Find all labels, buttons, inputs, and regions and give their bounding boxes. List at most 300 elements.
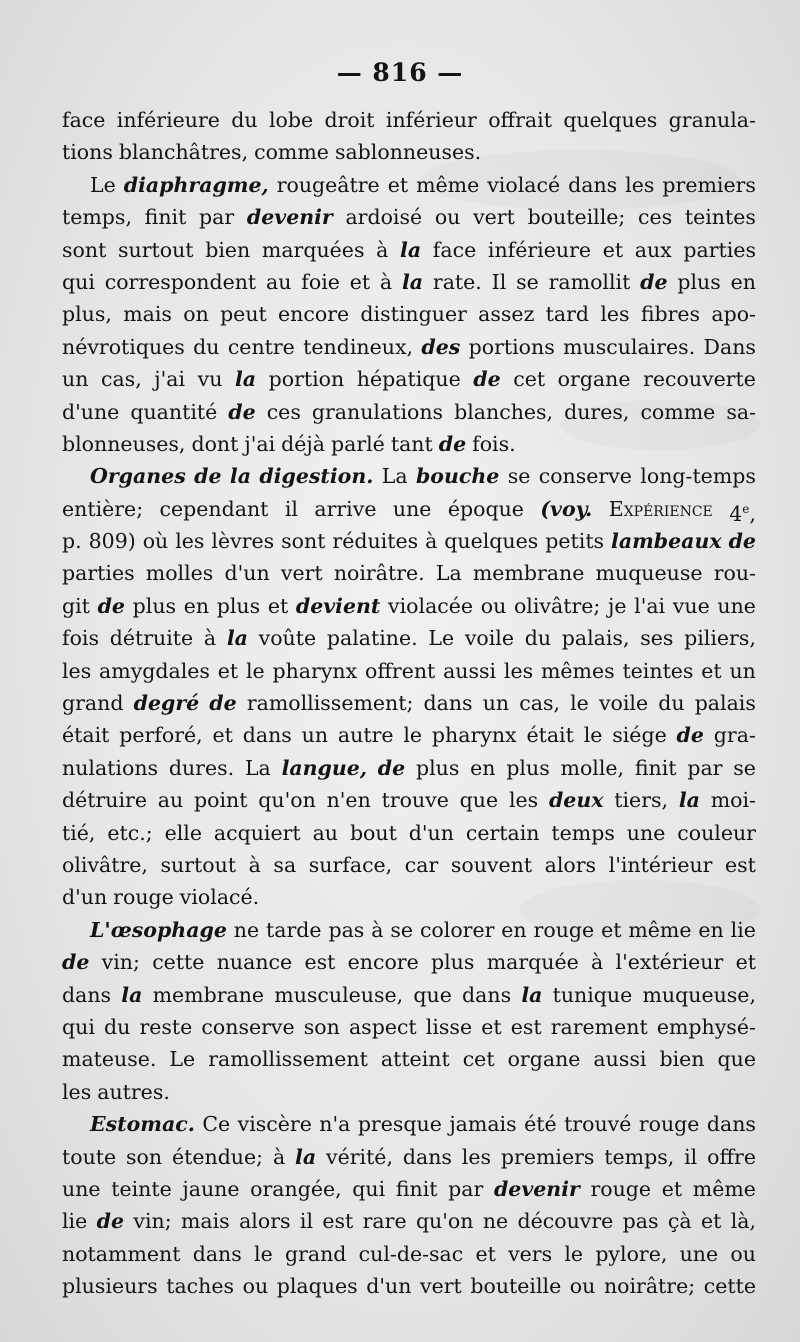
word: inférieure	[116, 108, 220, 132]
text-line	[62, 493, 756, 525]
word: la	[121, 982, 143, 1007]
word: violacé.	[179, 885, 260, 910]
word: de	[728, 529, 756, 554]
word: dont	[191, 431, 239, 456]
word: dans	[402, 1144, 452, 1169]
word: que	[459, 788, 499, 813]
word: et	[700, 1209, 722, 1234]
word: l'intérieur	[608, 852, 713, 877]
text-line	[62, 1238, 756, 1270]
word: de	[209, 691, 237, 716]
word: bout	[349, 820, 397, 845]
word: devient	[295, 593, 381, 618]
word: Expérience	[608, 496, 713, 521]
word: certain	[465, 820, 540, 845]
word: plus	[431, 950, 475, 975]
word: mais	[123, 302, 172, 327]
word: olivâtre,	[62, 852, 148, 877]
word: devenir	[246, 205, 333, 230]
word: ardoisé	[345, 205, 423, 230]
word: de	[438, 431, 467, 456]
text-line	[62, 1141, 756, 1173]
word: temps,	[604, 1144, 675, 1169]
word: du	[193, 334, 220, 359]
text-line	[62, 719, 756, 751]
word: violacée	[388, 593, 474, 618]
word: sablonneuses.	[334, 140, 482, 165]
word: une	[392, 496, 432, 521]
word: Le	[90, 172, 116, 197]
word: membrane	[152, 982, 265, 1007]
word: lisse	[425, 1014, 473, 1039]
word: de	[473, 367, 501, 392]
word: tard	[545, 302, 590, 327]
word: offrait	[488, 108, 552, 132]
word: viscère	[237, 1112, 312, 1137]
word: palais	[694, 691, 756, 716]
word: devenir	[493, 1176, 580, 1201]
word: Il	[491, 269, 507, 294]
word: n'en	[326, 788, 371, 813]
word: au	[266, 269, 292, 294]
word: olivâtre;	[513, 593, 601, 618]
text-line	[62, 752, 756, 784]
word: à	[272, 1144, 286, 1169]
word: finit	[144, 205, 187, 230]
word: l'ai	[634, 593, 666, 618]
word: rare	[362, 1209, 407, 1234]
word: bouteille	[470, 1274, 562, 1299]
word: quelques	[563, 108, 658, 132]
word: lèvres	[211, 529, 275, 554]
word: qu'on	[258, 788, 316, 813]
text-line	[62, 396, 756, 428]
word: rouge	[113, 885, 174, 910]
text-line	[62, 1205, 756, 1237]
text-line	[62, 1173, 756, 1205]
word: la	[226, 626, 248, 651]
word: ou	[730, 1241, 756, 1266]
text-line	[62, 914, 756, 946]
word: inférieure	[487, 237, 592, 262]
word: même	[692, 1176, 756, 1201]
word: offre	[707, 1144, 756, 1169]
text-line	[62, 266, 756, 298]
word: voûte	[258, 626, 317, 651]
word: bouche	[415, 464, 500, 489]
word: n'a	[319, 1112, 351, 1137]
word: langue,	[281, 755, 367, 780]
word: où	[142, 529, 169, 554]
word: long-temps	[640, 464, 756, 489]
word: encore	[347, 950, 419, 975]
word: à	[371, 917, 384, 942]
word: en	[730, 269, 756, 294]
word: noirâtre;	[603, 1274, 696, 1299]
word: sa-	[726, 399, 756, 424]
word: premiers	[500, 1144, 595, 1169]
word: portions	[468, 334, 555, 359]
word: la	[521, 982, 543, 1007]
word: vert	[420, 1274, 462, 1299]
word: emphysé-	[656, 1014, 756, 1039]
word: recouverte	[643, 367, 756, 392]
word: et	[601, 917, 622, 942]
word: tié,	[62, 820, 96, 845]
word: pas	[622, 1209, 659, 1234]
word: centre	[227, 334, 295, 359]
word: mais	[180, 1209, 230, 1234]
word: en	[183, 593, 210, 618]
word: qu'on	[415, 1209, 474, 1234]
word: l'extérieur	[615, 950, 724, 975]
word: tarde	[266, 917, 322, 942]
word: on	[183, 302, 209, 327]
word: est	[304, 950, 336, 975]
word: notamment	[62, 1241, 181, 1266]
word: époque	[447, 496, 524, 521]
word: les	[625, 172, 655, 197]
word: vin;	[133, 1209, 172, 1234]
word: vert	[280, 561, 323, 586]
word: quelques	[444, 529, 539, 554]
word: perforé,	[119, 723, 203, 748]
word: taches	[166, 1274, 235, 1299]
word: et	[661, 1176, 683, 1201]
word: pylore,	[595, 1241, 668, 1266]
word: rate.	[432, 269, 482, 294]
word: digestion.	[259, 464, 374, 489]
word: je	[607, 593, 627, 618]
word: que	[717, 1047, 756, 1072]
text-line	[62, 881, 756, 913]
word: ses	[640, 626, 674, 651]
word: là,	[730, 1209, 756, 1234]
word: du	[658, 691, 685, 716]
word: ces	[638, 205, 673, 230]
word: et	[701, 658, 722, 683]
word: cul-de-sac	[358, 1241, 464, 1266]
word: jaune	[182, 1176, 240, 1201]
text-line	[62, 687, 756, 719]
text-line	[62, 557, 756, 589]
word: tunique	[552, 982, 633, 1007]
word: face	[62, 108, 106, 132]
word: finit	[634, 755, 677, 780]
word: et	[481, 1014, 502, 1039]
text-line	[62, 979, 756, 1011]
word: alors	[544, 852, 597, 877]
word: premiers	[662, 172, 756, 197]
word: la	[229, 464, 251, 489]
word: moi-	[710, 788, 756, 813]
word: la	[678, 788, 700, 813]
word: atteint	[380, 1047, 450, 1072]
word: musculaires.	[563, 334, 696, 359]
word: nuance	[216, 950, 293, 975]
word: blanches,	[454, 399, 554, 424]
text-line	[62, 169, 756, 201]
word: sont	[281, 529, 326, 554]
word: été	[524, 1112, 557, 1137]
word: étendue;	[171, 1144, 264, 1169]
word: toute	[62, 1144, 117, 1169]
word: correspondent	[104, 269, 257, 294]
word: de	[377, 755, 406, 780]
word: de	[97, 593, 125, 618]
word: se	[516, 269, 539, 294]
word: aux	[634, 237, 672, 262]
word: il	[299, 1209, 314, 1234]
word: organe	[557, 367, 631, 392]
word: rougeâtre	[276, 172, 380, 197]
word: Organes	[90, 464, 186, 489]
word: acquiert	[213, 820, 301, 845]
word: apo-	[711, 302, 756, 327]
word: grand	[62, 691, 124, 716]
word: muqueuse,	[642, 982, 756, 1007]
word: blonneuses,	[62, 431, 186, 456]
word: névrotiques	[62, 334, 185, 359]
word: et	[475, 1241, 496, 1266]
word: Le	[169, 1047, 196, 1072]
text-line	[62, 1076, 756, 1108]
word: cette	[703, 1274, 756, 1299]
word: inférieur	[385, 108, 477, 132]
word: dans	[568, 172, 618, 197]
word: comme	[640, 399, 716, 424]
word: marquées	[261, 237, 365, 262]
word: deux	[548, 788, 604, 813]
word: pas	[328, 917, 365, 942]
text-line	[62, 622, 756, 654]
word: voile	[464, 626, 514, 651]
word: une	[626, 820, 666, 845]
word: les	[62, 658, 92, 683]
word: ou	[480, 593, 507, 618]
word: au	[157, 788, 184, 813]
word: grand	[284, 1241, 347, 1266]
word: assez	[478, 302, 535, 327]
word: autres.	[97, 1079, 170, 1104]
word: et	[212, 723, 233, 748]
word: portion	[268, 367, 345, 392]
word: cas,	[100, 367, 142, 392]
word: un	[301, 723, 329, 748]
text-line	[62, 1043, 756, 1075]
word: son	[303, 1014, 340, 1039]
word: teintes	[622, 658, 694, 683]
word: orangée,	[250, 1176, 342, 1201]
word: à	[591, 950, 604, 975]
word: conserve	[201, 1014, 295, 1039]
word: alors	[239, 1209, 291, 1234]
word: rou-	[713, 561, 756, 586]
word: granula-	[668, 108, 756, 132]
word: face	[432, 237, 477, 262]
word: parties	[683, 237, 756, 262]
word: le	[254, 1241, 273, 1266]
word: bien	[205, 237, 251, 262]
word: dans	[423, 691, 473, 716]
word: plus,	[62, 302, 112, 327]
word: L'œsophage	[90, 917, 227, 942]
word: du	[104, 1014, 131, 1039]
text-line	[62, 525, 756, 557]
word: souvent	[450, 852, 533, 877]
word: membrane	[472, 561, 585, 586]
word: est	[510, 1014, 542, 1039]
word: La	[435, 561, 462, 586]
word: par	[199, 205, 235, 230]
word: La	[381, 464, 408, 489]
word: et	[602, 237, 624, 262]
text-line	[62, 1270, 756, 1302]
word: La	[244, 755, 271, 780]
word: ne	[482, 1209, 509, 1234]
word: vue	[672, 593, 710, 618]
word: petits	[545, 529, 605, 554]
word: de	[96, 1209, 124, 1234]
text-line	[62, 1011, 756, 1043]
word: à	[203, 626, 217, 651]
word: degré	[133, 691, 200, 716]
word: lie	[730, 917, 756, 942]
word: en	[698, 917, 724, 942]
word: même	[416, 172, 480, 197]
word: son	[126, 1144, 163, 1169]
word: trouvé	[564, 1112, 632, 1137]
word: musculeuse,	[274, 982, 404, 1007]
word: ramollit	[548, 269, 631, 294]
word: se	[733, 755, 756, 780]
word: p.	[62, 529, 82, 554]
word: nulations	[62, 755, 159, 780]
word: temps,	[62, 205, 132, 230]
word: fibres	[640, 302, 701, 327]
word: reste	[139, 1014, 193, 1039]
word: cet	[513, 367, 546, 392]
text-line	[62, 363, 756, 395]
word: était	[62, 723, 110, 748]
word: dures,	[564, 399, 630, 424]
page-number: — 816 —	[336, 58, 464, 87]
word: les	[175, 529, 205, 554]
word: est	[725, 852, 756, 877]
word: molles	[145, 561, 214, 586]
word: ramollissement;	[246, 691, 414, 716]
word: du	[231, 108, 258, 132]
word: plus	[132, 593, 177, 618]
word: même	[628, 917, 692, 942]
word: mateuse.	[62, 1047, 157, 1072]
word: point	[194, 788, 248, 813]
word: lobe	[268, 108, 314, 132]
word: vert	[473, 205, 515, 230]
word: ramollissement	[208, 1047, 368, 1072]
word: sa	[273, 852, 297, 877]
word: palatine.	[326, 626, 418, 651]
word: à	[425, 529, 438, 554]
word: ou	[242, 1274, 269, 1299]
text-line	[62, 428, 756, 460]
word: surtout	[160, 852, 237, 877]
word: dans	[462, 982, 512, 1007]
word: granulations	[311, 399, 444, 424]
word: Estomac.	[90, 1112, 195, 1137]
word: dans	[706, 1112, 756, 1137]
word: Le	[428, 626, 455, 651]
word: au	[312, 820, 339, 845]
word: Dans	[703, 334, 756, 359]
word: peut	[220, 302, 267, 327]
text-line	[62, 460, 756, 492]
word: teintes	[684, 205, 756, 230]
word: d'un	[366, 1274, 412, 1299]
word: de	[676, 723, 704, 748]
body-text	[62, 104, 756, 1302]
word: il	[284, 496, 298, 521]
word: le	[570, 691, 589, 716]
word: pharynx	[272, 658, 358, 683]
word: aspect	[348, 1014, 417, 1039]
text-line	[62, 1108, 756, 1140]
word: le	[245, 658, 265, 683]
word: par	[687, 755, 723, 780]
word: droit	[324, 108, 375, 132]
word: conserve	[538, 464, 632, 489]
word: tendineux,	[303, 334, 414, 359]
word: entière;	[62, 496, 144, 521]
word: la	[401, 269, 424, 294]
word: mêmes	[540, 658, 615, 683]
word: plus	[506, 755, 550, 780]
word: trouve	[381, 788, 449, 813]
word: les	[62, 1079, 92, 1104]
word: 809)	[88, 529, 136, 554]
word: encore	[278, 302, 350, 327]
word: vérité,	[326, 1144, 393, 1169]
word: d'un	[62, 885, 108, 910]
word: parlé	[330, 431, 385, 456]
word: jamais	[449, 1112, 517, 1137]
word: rouge	[533, 917, 595, 942]
word: de	[228, 399, 256, 424]
text-line	[62, 817, 756, 849]
word: la	[295, 1144, 317, 1169]
word: dures.	[168, 755, 235, 780]
word: la	[234, 367, 257, 392]
word: aussi	[593, 1047, 647, 1072]
word: et	[735, 950, 756, 975]
word: autre	[337, 723, 394, 748]
word: et	[387, 172, 409, 197]
word: aussi	[443, 658, 497, 683]
word: gra-	[713, 723, 756, 748]
text-line	[62, 331, 756, 363]
word: amygdales	[99, 658, 210, 683]
word: en	[501, 917, 527, 942]
word: à	[376, 237, 389, 262]
word: un	[729, 658, 756, 683]
word: ces	[266, 399, 301, 424]
word: dans	[242, 723, 292, 748]
word: parties	[62, 561, 135, 586]
word: une	[717, 593, 756, 618]
word: distinguer	[360, 302, 467, 327]
word: déjà	[281, 431, 325, 456]
text-line	[62, 298, 756, 330]
